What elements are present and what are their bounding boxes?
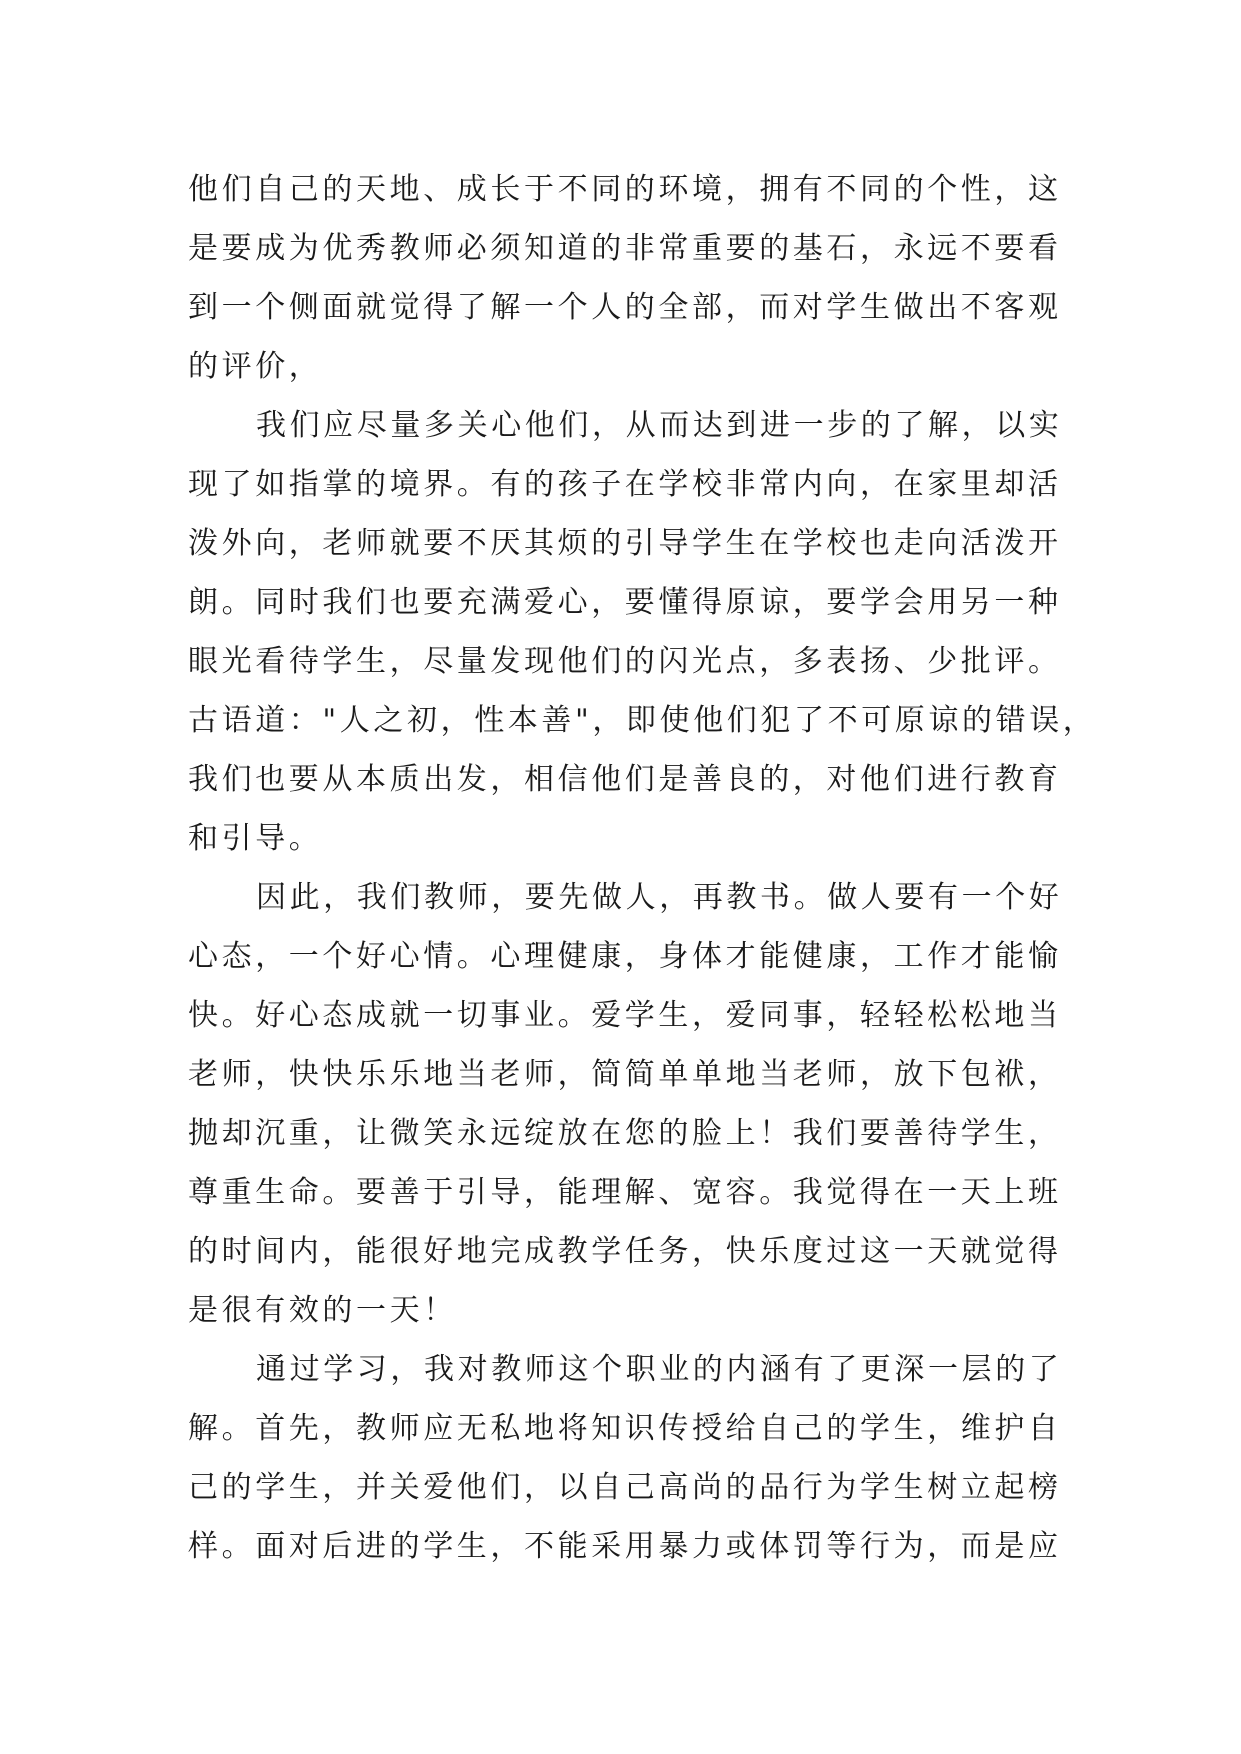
text-line: 是要成为优秀教师必须知道的非常重要的基石，永远不要看	[188, 231, 1062, 266]
text-line: 他们自己的天地、成长于不同的环境，拥有不同的个性，这	[188, 172, 1062, 207]
text-line: 泼外向，老师就要不厌其烦的引导学生在学校也走向活泼开	[188, 526, 1062, 561]
text-line: 的评价，	[188, 349, 323, 384]
text-line: 通过学习，我对教师这个职业的内涵有了更深一层的了	[256, 1352, 1063, 1387]
text-line: 因此，我们教师，要先做人，再教书。做人要有一个好	[256, 880, 1063, 915]
text-line: 我们也要从本质出发，相信他们是善良的，对他们进行教育	[188, 762, 1062, 797]
text-line: 我们应尽量多关心他们，从而达到进一步的了解，以实	[256, 408, 1063, 443]
text-line: 古语道："人之初，性本善"，即使他们犯了不可原谅的错误，	[188, 703, 1097, 738]
text-line: 样。面对后进的学生，不能采用暴力或体罚等行为，而是应	[188, 1529, 1062, 1564]
text-line: 朗。同时我们也要充满爱心，要懂得原谅，要学会用另一种	[188, 585, 1062, 620]
text-line: 老师，快快乐乐地当老师，简简单单地当老师，放下包袱，	[188, 1057, 1062, 1092]
text-line: 快。好心态成就一切事业。爱学生，爱同事，轻轻松松地当	[188, 998, 1062, 1033]
text-line: 现了如指掌的境界。有的孩子在学校非常内向，在家里却活	[188, 467, 1062, 502]
text-line: 的时间内，能很好地完成教学任务，快乐度过这一天就觉得	[188, 1234, 1062, 1269]
text-line: 和引导。	[188, 821, 323, 856]
text-line: 抛却沉重，让微笑永远绽放在您的脸上！我们要善待学生，	[188, 1116, 1062, 1151]
text-line: 眼光看待学生，尽量发现他们的闪光点，多表扬、少批评。	[188, 644, 1062, 679]
paragraph-2	[188, 396, 1097, 868]
text-line: 解。首先，教师应无私地将知识传授给自己的学生，维护自	[188, 1411, 1062, 1446]
text-line: 是很有效的一天！	[188, 1293, 457, 1328]
text-line: 己的学生，并关爱他们，以自己高尚的品行为学生树立起榜	[188, 1470, 1062, 1505]
text-line: 到一个侧面就觉得了解一个人的全部，而对学生做出不客观	[188, 290, 1062, 325]
paragraph-4	[188, 1340, 1063, 1576]
paragraph-3	[188, 868, 1063, 1340]
document-body	[188, 160, 1097, 1576]
paragraph-1	[188, 160, 1062, 396]
text-line: 心态，一个好心情。心理健康，身体才能健康，工作才能愉	[188, 939, 1062, 974]
text-line: 尊重生命。要善于引导，能理解、宽容。我觉得在一天上班	[188, 1175, 1062, 1210]
